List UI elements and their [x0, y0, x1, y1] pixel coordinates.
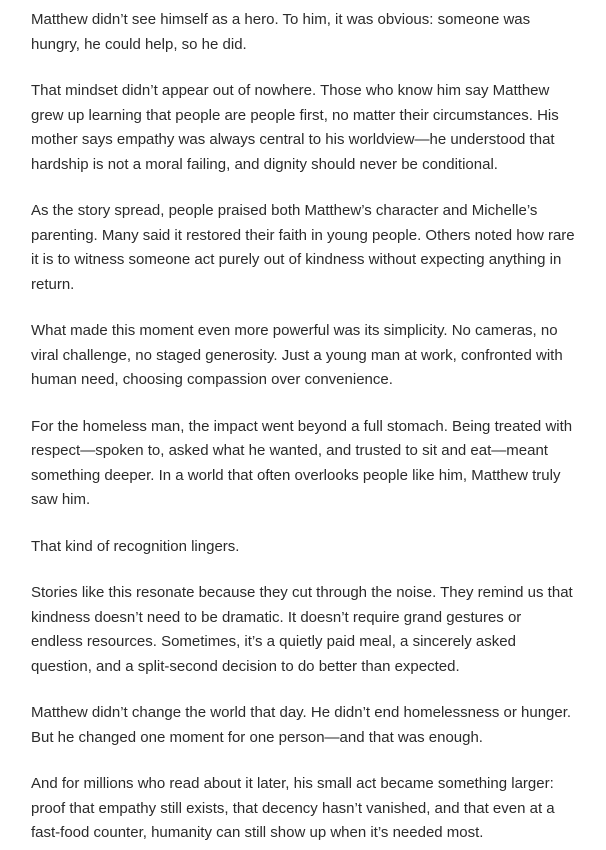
- paragraph-2: That mindset didn’t appear out of nowhere. Those who know him say Matthew grew up learning that people are people first, no matter their circumstances. His mother says empathy was always central to his worldview—he understood that hardship is not a moral failing, and dignity should never be conditional.: [31, 82, 559, 173]
- paragraph-6: That kind of recognition lingers.: [31, 537, 240, 555]
- paragraph-4: What made this moment even more powerful was its simplicity. No cameras, no viral challenge, no staged generosity. Just a young man at work, confronted with human need, choosing compassion over convenience.: [31, 322, 563, 388]
- paragraph-3: As the story spread, people praised both Matthew’s character and Michelle’s parenting. Many said it restored their faith in young people. Others noted how rare it is to witness someone act purely out of kindness without expecting anything in return.: [31, 202, 575, 293]
- paragraph-5: For the homeless man, the impact went beyond a full stomach. Being treated with respect—spoken to, asked what he wanted, and trusted to sit and eat—meant something deeper. In a world that often overlooks people like him, Matthew truly saw him.: [31, 417, 573, 508]
- paragraph-8: Matthew didn’t change the world that day. He didn’t end homelessness or hunger. But he changed one moment for one person—and that was enough.: [31, 704, 572, 746]
- paragraph-9: And for millions who read about it later, his small act became something larger: proof that empathy still exists, that decency hasn’t vanished, and that even at a fast-food counter, humanity can still show up when it’s needed most.: [31, 775, 555, 841]
- paragraph-7: Stories like this resonate because they cut through the noise. They remind us that kindness doesn’t need to be dramatic. It doesn’t require grand gestures or endless resources. Sometimes, it’s a quietly paid meal, a sincerely asked question, and a split-second decision to do better than expected.: [31, 584, 573, 675]
- paragraph-1: Matthew didn’t see himself as a hero. To him, it was obvious: someone was hungry, he could help, so he did.: [31, 11, 531, 53]
